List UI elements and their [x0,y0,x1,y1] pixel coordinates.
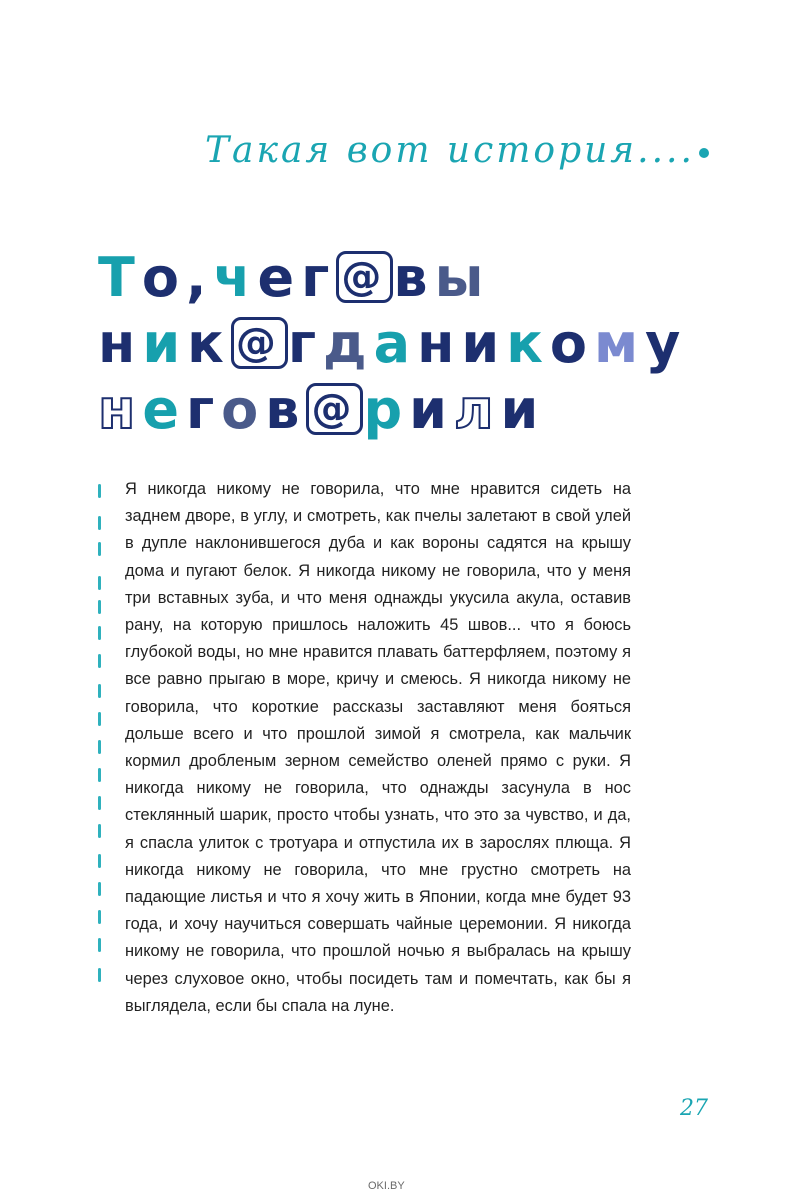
heading-letter: г [185,378,222,441]
heading-letter-boxed: @ [231,317,288,369]
heading-letter: м [594,312,646,375]
heading-letter: ч [213,246,258,309]
heading-letter: д [323,312,374,375]
heading-line-3 [98,377,698,443]
heading-letter-outline: н [98,378,143,441]
heading-line-2 [98,311,698,377]
heading-letter: , [185,246,214,309]
heading-letter: и [409,378,454,441]
page-number: 27 [680,1096,708,1121]
heading-letter: в [265,378,307,441]
heading-letter: Т [98,246,142,309]
heading-letter: е [257,246,302,309]
heading-letter: и [142,312,188,375]
heading-letter: а [373,312,418,375]
heading-letter: в [393,246,435,309]
ink-splash-icon [699,148,709,158]
heading-letter: ы [434,246,491,309]
body-paragraph: Я никогда никому не говорила, что мне нравится сидеть на заднем дворе, в углу, и смотреть, как пчелы залетают в свой улей в дупле наклонившегося дуба и как вороны садятся на крышу дома и пугают белок. Я никогда никому не говорила, что у меня три вставных зуба, и что меня однажды укусила акула, оставив рану, на которую пришлось наложить 45 швов... что я боюсь глубокой воды, но мне нравится плавать баттерфляем, поэтому я все равно прыгаю в море, кричу и смеюсь. Я никогда никому не говорила, что короткие рассказы заставляют меня бояться дольше всего и что прошлой зимой я смотрела, как мальчик кормил дробленым зерном семейство оленей прямо с руки. Я никогда никому не говорила, что однажды засунула в нос стеклянный шарик, просто чтобы узнать, что это за чувство, и да, я спасла улиток с тротуара и отпустила их в зарослях плюща. Я никогда никому не говорила, что мне грустно смотреть на падающие листья и что я хочу жить в Японии, когда мне будет 93 года, и хочу научиться совершать чайные церемонии. Я никогда никому не говорила, что прошлой ночью я выбралась на крышу через слуховое окно, чтобы посидеть там и помечтать, как бы я выглядела, если бы спала на луне. [125,480,631,1015]
heading-letter: о [221,378,266,441]
heading-letter: о [141,246,186,309]
heading-letter: е [142,378,186,441]
heading-letter-outline: л [453,378,501,441]
heading-letter: к [506,312,550,375]
heading-letter: о [549,312,595,375]
watermark: OKI.BY [368,1180,405,1192]
heading-letter: и [461,312,507,375]
heading-letter: у [645,312,688,375]
heading-letter: и [500,378,546,441]
heading-letter: г [287,312,324,375]
margin-decoration [96,478,106,998]
heading-letter: р [363,378,410,441]
heading-letter: к [187,312,231,375]
heading-letter: н [417,312,462,375]
heading-letter-boxed: @ [336,251,393,303]
heading-line-1 [98,245,698,311]
section-title: Такая вот история.... [205,130,645,190]
heading-letter: н [98,312,143,375]
chapter-heading [98,245,698,443]
heading-letter-boxed: @ [306,383,363,435]
heading-letter: г [301,246,337,309]
